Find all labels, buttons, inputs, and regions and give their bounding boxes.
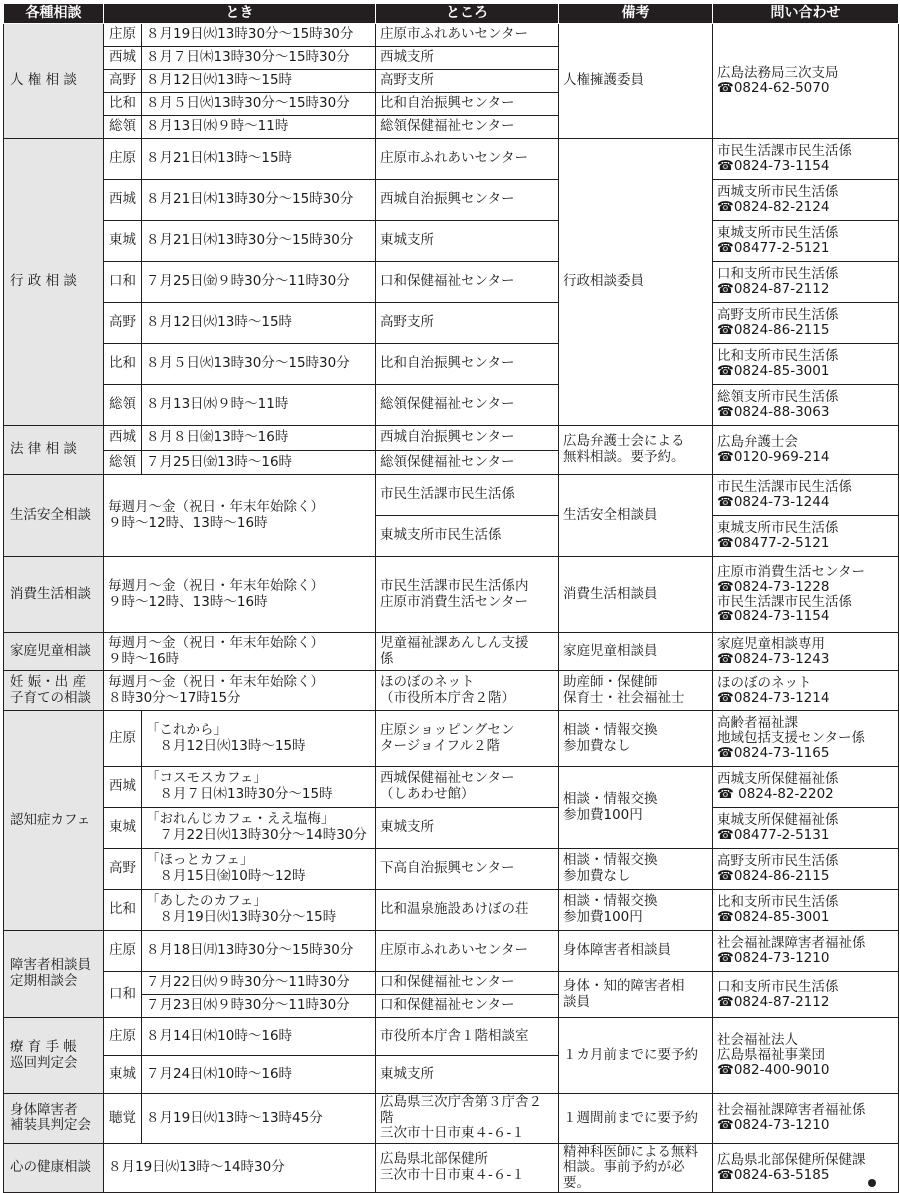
date-time-cell: ８月18日㈪13時30分〜15時30分 xyxy=(142,931,376,972)
location-cell: 西城自治振興センター xyxy=(376,426,559,451)
date-time-cell: 「あしたのカフェ」 ８月19日㈫13時30分〜15時 xyxy=(142,890,376,931)
table-row xyxy=(4,426,899,451)
date-time-cell: ８月19日㈫13時30分〜15時30分 xyxy=(142,24,376,47)
note-cell: 相談・情報交換 参加費なし xyxy=(559,711,713,767)
table-row xyxy=(4,890,899,931)
location-cell: 市民生活課市民生活係 xyxy=(376,475,559,516)
contact-cell: 社会福祉法人 広島県福祉事業団 ☎082-400-9010 xyxy=(713,1018,899,1094)
location-cell: 西城保健福祉センター （しあわせ館） xyxy=(376,767,559,808)
note-cell: 行政相談委員 xyxy=(559,139,713,426)
contact-cell: 高野支所市民生活係 ☎0824-86-2115 xyxy=(713,849,899,890)
area-cell: 庄原 xyxy=(104,1018,142,1056)
date-time-cell: 「ほっとカフェ」 ８月15日㈮10時〜12時 xyxy=(142,849,376,890)
area-cell: 東城 xyxy=(104,221,142,262)
location-cell: 東城支所 xyxy=(376,808,559,849)
location-cell: 市民生活課市民生活係内 庄原市消費生活センター xyxy=(376,557,559,633)
contact-cell: 高齢者福祉課 地域包括支援センター係 ☎0824-73-1165 xyxy=(713,711,899,767)
contact-cell: 家庭児童相談専用 ☎0824-73-1243 xyxy=(713,633,899,671)
date-time-cell: ８月14日㈭10時〜16時 xyxy=(142,1018,376,1056)
header-category: 各種相談 xyxy=(4,4,104,24)
table-row xyxy=(4,24,899,47)
table-row xyxy=(4,1094,899,1144)
table-row xyxy=(4,262,899,303)
date-time-cell: ８月21日㈭13時30分〜15時30分 xyxy=(142,180,376,221)
note-cell: 生活安全相談員 xyxy=(559,475,713,557)
location-cell: 総領保健福祉センター xyxy=(376,116,559,139)
schedule-cell: 毎週月〜金（祝日・年末年始除く） ８時30分〜17時15分 xyxy=(104,671,376,711)
consultation-schedule-table xyxy=(3,3,899,1193)
table-row xyxy=(4,1018,899,1056)
location-cell: 西城自治振興センター xyxy=(376,180,559,221)
date-time-cell: 「おれんじカフェ・ええ塩梅」 ７月22日㈫13時30分〜14時30分 xyxy=(142,808,376,849)
note-cell: 広島弁護士会による 無料相談。要予約。 xyxy=(559,426,713,475)
date-time-cell: 「これから」 ８月12日㈫13時〜15時 xyxy=(142,711,376,767)
area-cell: 総領 xyxy=(104,385,142,426)
category-cell: 療 育 手 帳 巡回判定会 xyxy=(4,1018,104,1094)
date-time-cell: ８月５日㈫13時30分〜15時30分 xyxy=(142,93,376,116)
table-row xyxy=(4,767,899,808)
location-cell: 東城支所 xyxy=(376,221,559,262)
note-cell: 相談・情報交換 参加費100円 xyxy=(559,767,713,849)
area-cell: 東城 xyxy=(104,808,142,849)
location-cell: 比和自治振興センター xyxy=(376,344,559,385)
schedule-cell: 毎週月〜金（祝日・年末年始除く） ９時〜12時、13時〜16時 xyxy=(104,475,376,557)
location-cell: 口和保健福祉センター xyxy=(376,995,559,1018)
note-cell: 人権擁護委員 xyxy=(559,24,713,139)
location-cell: 比和温泉施設あけぼの荘 xyxy=(376,890,559,931)
date-time-cell: ８月８日㈮13時〜16時 xyxy=(142,426,376,451)
contact-cell: 西城支所保健福祉係 ☎ 0824-82-2202 xyxy=(713,767,899,808)
date-time-cell: ７月25日㈮９時30分〜11時30分 xyxy=(142,262,376,303)
contact-cell: 広島弁護士会 ☎0120-969-214 xyxy=(713,426,899,475)
date-time-cell: ８月12日㈫13時〜15時 xyxy=(142,70,376,93)
table-body xyxy=(4,24,899,1193)
date-time-cell: ８月21日㈭13時〜15時 xyxy=(142,139,376,180)
table-row xyxy=(4,557,899,633)
header-when: とき xyxy=(104,4,376,24)
area-cell: 西城 xyxy=(104,426,142,451)
contact-cell: 市民生活課市民生活係 ☎0824-73-1154 xyxy=(713,139,899,180)
schedule-cell: 毎週月〜金（祝日・年末年始除く） ９時〜16時 xyxy=(104,633,376,671)
contact-cell: 口和支所市民生活係 ☎0824-87-2112 xyxy=(713,262,899,303)
location-cell: 口和保健福祉センター xyxy=(376,262,559,303)
area-cell: 西城 xyxy=(104,767,142,808)
category-cell: 生活安全相談 xyxy=(4,475,104,557)
category-cell: 認知症カフェ xyxy=(4,711,104,931)
contact-cell: 口和支所市民生活係 ☎0824-87-2112 xyxy=(713,972,899,1018)
table-row xyxy=(4,221,899,262)
date-time-cell: ８月19日㈫13時〜13時45分 xyxy=(142,1094,376,1144)
area-cell: 庄原 xyxy=(104,711,142,767)
location-cell: 庄原市ふれあいセンター xyxy=(376,139,559,180)
area-cell: 口和 xyxy=(104,972,142,1018)
table-row xyxy=(4,180,899,221)
area-cell: 庄原 xyxy=(104,931,142,972)
date-time-cell: ７月22日㈫９時30分〜11時30分 xyxy=(142,972,376,995)
date-time-cell: ８月13日㈬９時〜11時 xyxy=(142,116,376,139)
table-row xyxy=(4,849,899,890)
contact-cell: 広島法務局三次支局 ☎0824-62-5070 xyxy=(713,24,899,139)
location-cell: 高野支所 xyxy=(376,70,559,93)
header-contact: 問い合わせ xyxy=(713,4,899,24)
table-row xyxy=(4,303,899,344)
location-cell: 市役所本庁舎１階相談室 xyxy=(376,1018,559,1056)
location-cell: 総領保健福祉センター xyxy=(376,385,559,426)
location-cell: 口和保健福祉センター xyxy=(376,972,559,995)
category-cell: 妊 娠・出 産 子育ての相談 xyxy=(4,671,104,711)
note-cell: 相談・情報交換 参加費100円 xyxy=(559,890,713,931)
contact-cell: 比和支所市民生活係 ☎0824-85-3001 xyxy=(713,344,899,385)
location-cell: 東城支所 xyxy=(376,1056,559,1094)
area-cell: 庄原 xyxy=(104,24,142,47)
area-cell: 東城 xyxy=(104,1056,142,1094)
table-row xyxy=(4,972,899,995)
note-cell: 相談・情報交換 参加費なし xyxy=(559,849,713,890)
area-cell: 西城 xyxy=(104,47,142,70)
category-cell: 法 律 相 談 xyxy=(4,426,104,475)
note-cell: 消費生活相談員 xyxy=(559,557,713,633)
area-cell: 比和 xyxy=(104,93,142,116)
date-time-cell: ８月12日㈫13時〜15時 xyxy=(142,303,376,344)
table-header xyxy=(4,4,899,24)
location-cell: 庄原市ふれあいセンター xyxy=(376,931,559,972)
date-time-cell: 「コスモスカフェ」 ８月７日㈭13時30分〜15時 xyxy=(142,767,376,808)
date-time-cell: ７月24日㈭10時〜16時 xyxy=(142,1056,376,1094)
contact-cell: 高野支所市民生活係 ☎0824-86-2115 xyxy=(713,303,899,344)
contact-cell: 東城支所市民生活係 ☎08477-2-5121 xyxy=(713,516,899,557)
category-cell: 行 政 相 談 xyxy=(4,139,104,426)
table-row xyxy=(4,711,899,767)
table-row xyxy=(4,808,899,849)
header-note: 備考 xyxy=(559,4,713,24)
location-cell: 庄原ショッピングセン タージョイフル２階 xyxy=(376,711,559,767)
contact-cell: 比和支所市民生活係 ☎0824-85-3001 xyxy=(713,890,899,931)
end-marker-dot xyxy=(868,1179,876,1187)
table-row xyxy=(4,633,899,671)
category-cell: 家庭児童相談 xyxy=(4,633,104,671)
location-cell: 西城支所 xyxy=(376,47,559,70)
category-cell: 消費生活相談 xyxy=(4,557,104,633)
note-cell: 精神科医師による無料 相談。事前予約が必要。 xyxy=(559,1143,713,1193)
note-cell: １週間前までに要予約 xyxy=(559,1094,713,1144)
date-time-cell: ７月25日㈮13時〜16時 xyxy=(142,451,376,475)
note-cell: 身体・知的障害者相 談員 xyxy=(559,972,713,1018)
contact-cell: 西城支所市民生活係 ☎0824-82-2124 xyxy=(713,180,899,221)
date-time-cell: ８月７日㈭13時30分〜15時30分 xyxy=(142,47,376,70)
table-row xyxy=(4,139,899,180)
table-row xyxy=(4,931,899,972)
category-cell: 障害者相談員 定期相談会 xyxy=(4,931,104,1018)
note-cell: 身体障害者相談員 xyxy=(559,931,713,972)
contact-cell: 市民生活課市民生活係 ☎0824-73-1244 xyxy=(713,475,899,516)
date-time-cell: ８月５日㈫13時30分〜15時30分 xyxy=(142,344,376,385)
date-time-cell: ７月23日㈬９時30分〜11時30分 xyxy=(142,995,376,1018)
note-cell: 家庭児童相談員 xyxy=(559,633,713,671)
header-where: ところ xyxy=(376,4,559,24)
location-cell: 高野支所 xyxy=(376,303,559,344)
area-cell: 比和 xyxy=(104,344,142,385)
area-cell: 聴覚 xyxy=(104,1094,142,1144)
table-row xyxy=(4,344,899,385)
contact-cell: 庄原市消費生活センター ☎0824-73-1228 市民生活課市民生活係 ☎0824-73-1154 xyxy=(713,557,899,633)
location-cell: 広島県北部保健所 三次市十日市東４-６-１ xyxy=(376,1143,559,1193)
schedule-cell: ８月19日㈫13時〜14時30分 xyxy=(104,1143,376,1193)
category-cell: 人 権 相 談 xyxy=(4,24,104,139)
area-cell: 高野 xyxy=(104,303,142,344)
location-cell: 広島県三次庁舎第３庁舎２階 三次市十日市東４-６-１ xyxy=(376,1094,559,1144)
contact-cell: 広島県北部保健所保健課 ☎0824-63-5185 xyxy=(713,1143,899,1193)
date-time-cell: ８月13日㈬９時〜11時 xyxy=(142,385,376,426)
location-cell: 児童福祉課あんしん支援 係 xyxy=(376,633,559,671)
note-cell: 助産師・保健師 保育士・社会福祉士 xyxy=(559,671,713,711)
category-cell: 身体障害者 補装具判定会 xyxy=(4,1094,104,1144)
area-cell: 高野 xyxy=(104,70,142,93)
location-cell: 東城支所市民生活係 xyxy=(376,516,559,557)
note-cell: １カ月前までに要予約 xyxy=(559,1018,713,1094)
table-row xyxy=(4,475,899,516)
location-cell: 総領保健福祉センター xyxy=(376,451,559,475)
area-cell: 総領 xyxy=(104,116,142,139)
location-cell: 比和自治振興センター xyxy=(376,93,559,116)
table-row xyxy=(4,1143,899,1193)
location-cell: ほのぼのネット （市役所本庁舎２階） xyxy=(376,671,559,711)
contact-cell: 東城支所市民生活係 ☎08477-2-5121 xyxy=(713,221,899,262)
contact-cell: 社会福祉課障害者福祉係 ☎0824-73-1210 xyxy=(713,1094,899,1144)
table-row xyxy=(4,671,899,711)
category-cell: 心の健康相談 xyxy=(4,1143,104,1193)
area-cell: 庄原 xyxy=(104,139,142,180)
area-cell: 口和 xyxy=(104,262,142,303)
contact-cell: ほのぼのネット ☎0824-73-1214 xyxy=(713,671,899,711)
area-cell: 高野 xyxy=(104,849,142,890)
contact-cell: 東城支所保健福祉係 ☎08477-2-5131 xyxy=(713,808,899,849)
area-cell: 比和 xyxy=(104,890,142,931)
area-cell: 西城 xyxy=(104,180,142,221)
contact-cell: 総領支所市民生活係 ☎0824-88-3063 xyxy=(713,385,899,426)
date-time-cell: ８月21日㈭13時30分〜15時30分 xyxy=(142,221,376,262)
schedule-cell: 毎週月〜金（祝日・年末年始除く） ９時〜12時、13時〜16時 xyxy=(104,557,376,633)
location-cell: 庄原市ふれあいセンター xyxy=(376,24,559,47)
table-row xyxy=(4,385,899,426)
contact-cell: 社会福祉課障害者福祉係 ☎0824-73-1210 xyxy=(713,931,899,972)
area-cell: 総領 xyxy=(104,451,142,475)
location-cell: 下高自治振興センター xyxy=(376,849,559,890)
